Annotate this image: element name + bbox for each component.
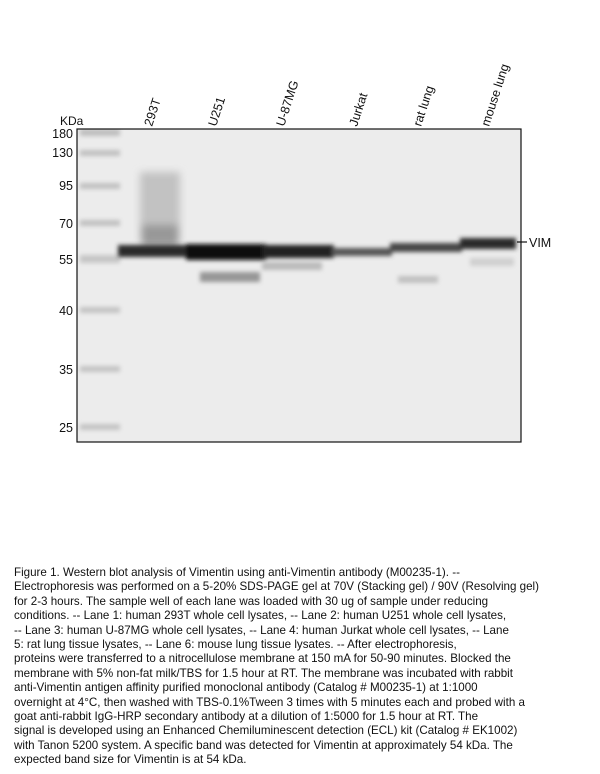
marker-130: 130 bbox=[52, 146, 73, 160]
marker-95: 95 bbox=[59, 179, 73, 193]
lane-293T-smear bbox=[140, 172, 180, 247]
lane-label-rat-lung: rat lung bbox=[410, 83, 437, 128]
caption-line: signal is developed using an Enhanced Chemiluminescent detection (ECL) kit (Catalog # EK1002) bbox=[14, 724, 518, 738]
marker-70: 70 bbox=[59, 217, 73, 231]
lane-label-Jurkat: Jurkat bbox=[346, 91, 371, 128]
caption-line: conditions. -- Lane 1: human 293T whole cell lysates, -- Lane 2: human U251 whole cell lysates, bbox=[14, 609, 507, 623]
lane-label-293T: 293T bbox=[141, 96, 164, 128]
marker-labels bbox=[52, 127, 73, 435]
kda-label: KDa bbox=[60, 114, 84, 128]
caption-line: membrane with 5% non-fat milk/TBS for 1.5 hour at RT. The membrane was incubated with rabbit bbox=[14, 666, 513, 680]
caption-line: expected band size for Vimentin is at 54 kDa. bbox=[14, 753, 247, 767]
lane-label-U-87MG: U-87MG bbox=[273, 78, 302, 128]
marker-55: 55 bbox=[59, 253, 73, 267]
caption-line: proteins were transferred to a nitrocellulose membrane at 150 mA for 50-90 minutes. Blocked the bbox=[14, 652, 511, 666]
caption-line: Figure 1. Western blot analysis of Vimentin using anti-Vimentin antibody (M00235-1). -- bbox=[14, 566, 460, 579]
caption-line: Electrophoresis was performed on a 5-20% SDS-PAGE gel at 70V (Stacking gel) / 90V (Resolving gel) bbox=[14, 580, 539, 594]
figure-caption bbox=[14, 566, 582, 768]
lane-label-mouse-lung: mouse lung bbox=[478, 62, 512, 128]
caption-line: with Tanon 5200 system. A specific band was detected for Vimentin at approximately 54 kDa. The bbox=[14, 738, 513, 752]
marker-180: 180 bbox=[52, 127, 73, 141]
caption-line: goat anti-rabbit IgG-HRP secondary antibody at a dilution of 1:5000 for 1.5 hour at RT. The bbox=[14, 710, 479, 724]
caption-line: 5: rat lung tissue lysates, -- Lane 6: mouse lung tissue lysates. -- After electrophoresis, bbox=[14, 638, 457, 652]
caption-line: -- Lane 3: human U-87MG whole cell lysates, -- Lane 4: human Jurkat whole cell lysates, -- Lane bbox=[14, 623, 509, 637]
caption-line: for 2-3 hours. The sample well of each lane was loaded with 30 ug of sample under reducing bbox=[14, 594, 489, 608]
caption-line: overnight at 4°C, then washed with TBS-0.1%Tween 3 times with 5 minutes each and probed with a bbox=[14, 695, 525, 709]
lane-labels bbox=[142, 62, 512, 128]
marker-35: 35 bbox=[59, 363, 73, 377]
vim-label: VIM bbox=[529, 236, 552, 250]
marker-25: 25 bbox=[59, 421, 73, 435]
marker-40: 40 bbox=[59, 304, 73, 318]
lane-label-U251: U251 bbox=[205, 95, 229, 128]
caption-line: anti-Vimentin antigen affinity purified monoclonal antibody (Catalog # M00235-1) at 1:1000 bbox=[14, 681, 478, 695]
